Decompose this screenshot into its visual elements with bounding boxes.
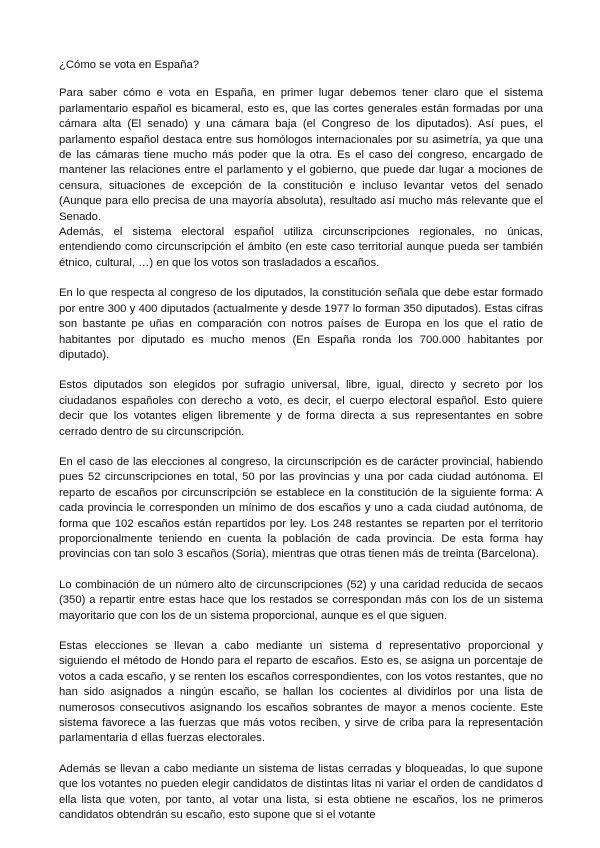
paragraph-congreso-diputados: En lo que respecta al congreso de los diputados, la constitución señala que debe estar formado por entre 300 y 400 diputados (actualmente y desde 1977 lo forman 350 diputados). Estas cifras son bastante pe uñas en comparación con notros países de Europa en los que el ratio de habitantes por diputado es mucho menos (En España ronda los 700.000 habitantes por diputado).: [59, 287, 543, 361]
paragraph-listas-cerradas: Además se llevan a cabo mediante un sistema de listas cerradas y bloqueadas, lo que supone que los votantes no pueden elegir candidatos de distintas litas ni variar el orden de candidatos d ella lista que voten, por tanto, al votar una lista, si esta obtiene ne escaños, los ne primeros candidatos obtendrán su escaño, esto supone que si el votante: [59, 762, 543, 822]
paragraph-circunscripciones: Además, el sistema electoral español utiliza circunscripciones regionales, no únicas, entendiendo como circunscripción el ámbito (en este caso territorial aunque pueda ser también étnico, cultural, …) en que los votos son trasladados a escaños.: [59, 226, 543, 269]
paragraph-sufragio: Estos diputados son elegidos por sufragio universal, libre, igual, directo y secreto por los ciudadanos españoles con derecho a voto, es decir, el cuerpo electoral español. Esto quiere decir que los votantes eligen libremente y de forma directa a sus representantes en sobre cerrado dentro de su circunscripción.: [59, 379, 543, 438]
document-body: [59, 58, 543, 838]
paragraph-sistema-mayoritario: Lo combinación de un número alto de circunscripciones (52) y una caridad reducida de secaos (350) a repartir entre estas hace que los restados se correspondan más con los de un sistema mayoritario que con los de un sistema proporcional, aunque es el que siguen.: [59, 578, 543, 622]
paragraph-metodo-hondt: Estas elecciones se llevan a cabo mediante un sistema d representativo proporcional y siguiendo el método de Hondo para el reparto de escaños. Esto es, se asigna un porcentaje de votos a cada escaño, y se renten los escaños correspondientes, con los votos restantes, que no han sido asignados a ningún escaño, se hallan los cocientes al dividirlos por una lista de numerosos consecutivos asignando los escaños sobrantes de mayor a menos cociente. Este sistema favorece a las fuerzas que más votos reciben, y sirve de criba para la representación parlamentaria d ellas fuerzas electorales.: [59, 640, 543, 745]
paragraph-reparto-escanos: En el caso de las elecciones al congreso, la circunscripción es de carácter provincial, habiendo pues 52 circunscripciones en total, 50 por las provincias y una por cada ciudad autónoma. El reparto de escaños por circunscripción se establece en la constitución de la siguiente forma: A cada provincia le corresponden un mínimo de dos escaños y uno a cada ciudad autónoma, de forma que 102 escaños están repartidos por ley. Los 248 restantes se reparten por el territorio proporcionalmente teniendo en cuenta la población de cada provincia. De esta forma hay provincias con tan solo 3 escaños (Soria), mientras que otras tienen más de treinta (Barcelona).: [59, 455, 543, 561]
paragraph-bicameral-system: Para saber cómo e vota en España, en primer lugar debemos tener claro que el sistema parlamentario español es bicameral, esto es, que las cortes generales están formadas por una cámara alta (El senado) y una cámara baja (el Congreso de los diputados). Así pues, el parlamento español destaca entre sus homólogos internacionales por su asimetría, ya que una de las cámaras tiene mucho más poder que la otra. Es el caso del congreso, encargado de mantener las relaciones entre el parlamento y el gobierno, que puede dar lugar a mociones de censura, situaciones de excepción de la constitución e incluso levantar vetos del senado (Aunque para ello precisa de una mayoría absoluta), resultado así mucho más relevante que el Senado.: [59, 87, 543, 223]
document-title: ¿Cómo se vota en España?: [59, 59, 200, 71]
